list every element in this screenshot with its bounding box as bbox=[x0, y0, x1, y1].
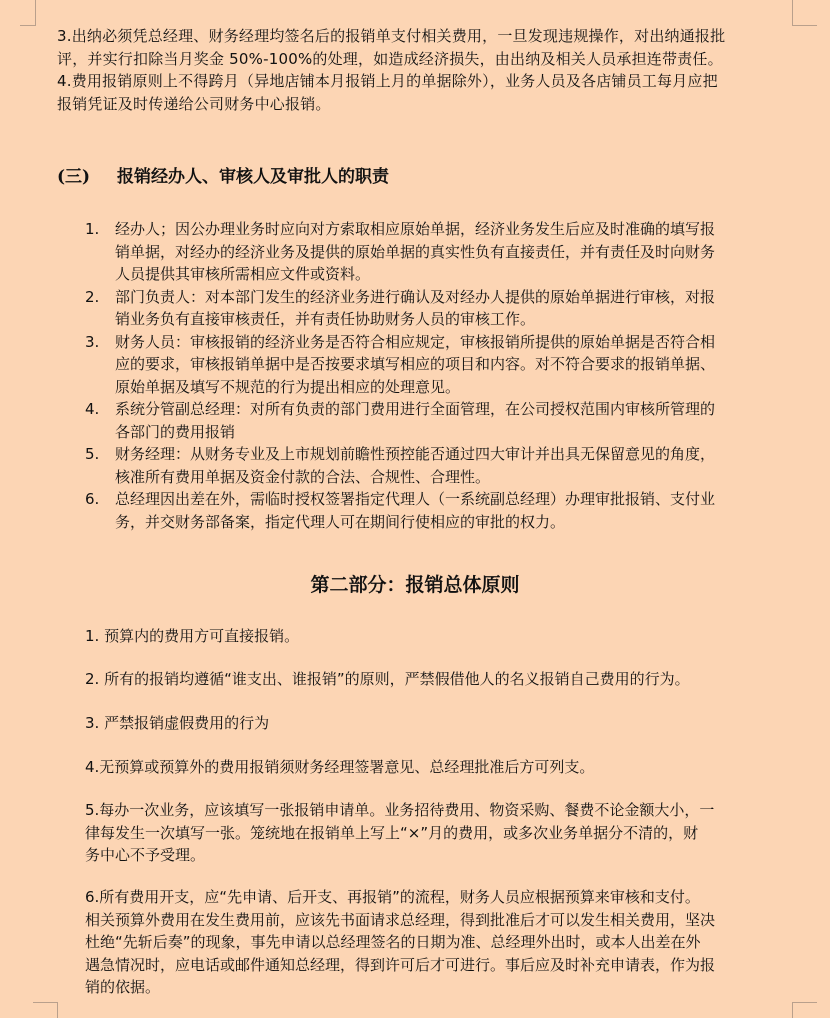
margin-mark-bottom-left bbox=[33, 1002, 58, 1018]
principle-4: 4.无预算或预算外的费用报销须财务经理签署意见、总经理批准后方可列支。 bbox=[85, 758, 595, 776]
paragraph-rule-3: 3.出纳必须凭总经理、财务经理均签名后的报销单支付相关费用，一旦发现违规操作，对出纳通报批 评，并实行扣除当月奖金 50%-100%的处理，如造成经济损失，由出纳及相关人员承担连带责任。 bbox=[57, 27, 726, 68]
section-heading bbox=[57, 165, 389, 189]
principle-2: 2. 所有的报销均遵循“谁支出、谁报销”的原则，严禁假借他人的名义报销自己费用的行为。 bbox=[85, 670, 690, 688]
principle-6: 6.所有费用开支，应“先申请、后开支、再报销”的流程，财务人员应根据预算来审核和支付。 相关预算外费用在发生费用前，应该先书面请求总经理，得到批准后才可以发生相关费用，坚决 杜绝“先斩后奏”的现象，事先申请以总经理签名的日期为准、总经理外出时，或本人出差在外 遇急情况时，应电话或邮件通知总经理，得到许可后才可进行。事后应及时补充申请表，作为报 销的依据。 bbox=[85, 888, 716, 996]
principle-5: 5.每办一次业务，应该填写一张报销申请单。业务招待费用、物资采购、餐费不论金额大小，一 律每发生一次填写一张。笼统地在报销单上写上“×”月的费用，或多次业务单据分不清的，财 务中心不予受理。 bbox=[85, 801, 715, 864]
section-title: 报销经办人、审核人及审批人的职责 bbox=[117, 167, 389, 187]
list-item: 3. 财务人员：审核报销的经济业务是否符合相应规定，审核报销所提供的原始单据是否符合相 应的要求，审核报销单据中是否按要求填写相应的项目和内容。对不符合要求的报销单据、 原始单据及填写不规范的行为提出相应的处理意见。 bbox=[85, 332, 716, 396]
section-number: (三) bbox=[57, 167, 91, 187]
list-item: 1. 经办人；因公办理业务时应向对方索取相应原始单据，经济业务发生后应及时准确的填写报 销单据，对经办的经济业务及提供的原始单据的真实性负有直接责任，并有责任及时向财务 人员提供其审核所需相应文件或资料。 bbox=[85, 220, 716, 283]
margin-mark-top-right bbox=[792, 0, 817, 26]
list-item: 2. 部门负责人：对本部门发生的经济业务进行确认及对经办人提供的原始单据进行审核，对报 销业务负有直接审核责任，并有责任协助财务人员的审核工作。 bbox=[85, 287, 716, 328]
margin-mark-top-left bbox=[20, 0, 36, 26]
principle-1: 1. 预算内的费用方可直接报销。 bbox=[85, 627, 300, 645]
responsibilities-list bbox=[85, 218, 797, 533]
part-title: 第二部分：报销总体原则 bbox=[310, 574, 520, 596]
margin-mark-bottom-right bbox=[792, 1002, 817, 1018]
paragraph-rule-4: 4.费用报销原则上不得跨月（异地店铺本月报销上月的单据除外），业务人员及各店铺员工每月应把 报销凭证及时传递给公司财务中心报销。 bbox=[57, 72, 718, 113]
principle-3: 3. 严禁报销虚假费用的行为 bbox=[85, 714, 270, 732]
list-item: 5. 财务经理：从财务专业及上市规划前瞻性预控能否通过四大审计并出具无保留意见的角度， 核准所有费用单据及资金付款的合法、合规性、合理性。 bbox=[85, 445, 716, 486]
list-item: 6. 总经理因出差在外，需临时授权签署指定代理人（一系统副总经理）办理审批报销、支付业 务，并交财务部备案，指定代理人可在期间行使相应的审批的权力。 bbox=[85, 490, 716, 531]
list-item: 4. 系统分管副总经理：对所有负责的部门费用进行全面管理，在公司授权范围内审核所管理的 各部门的费用报销 bbox=[85, 400, 716, 441]
